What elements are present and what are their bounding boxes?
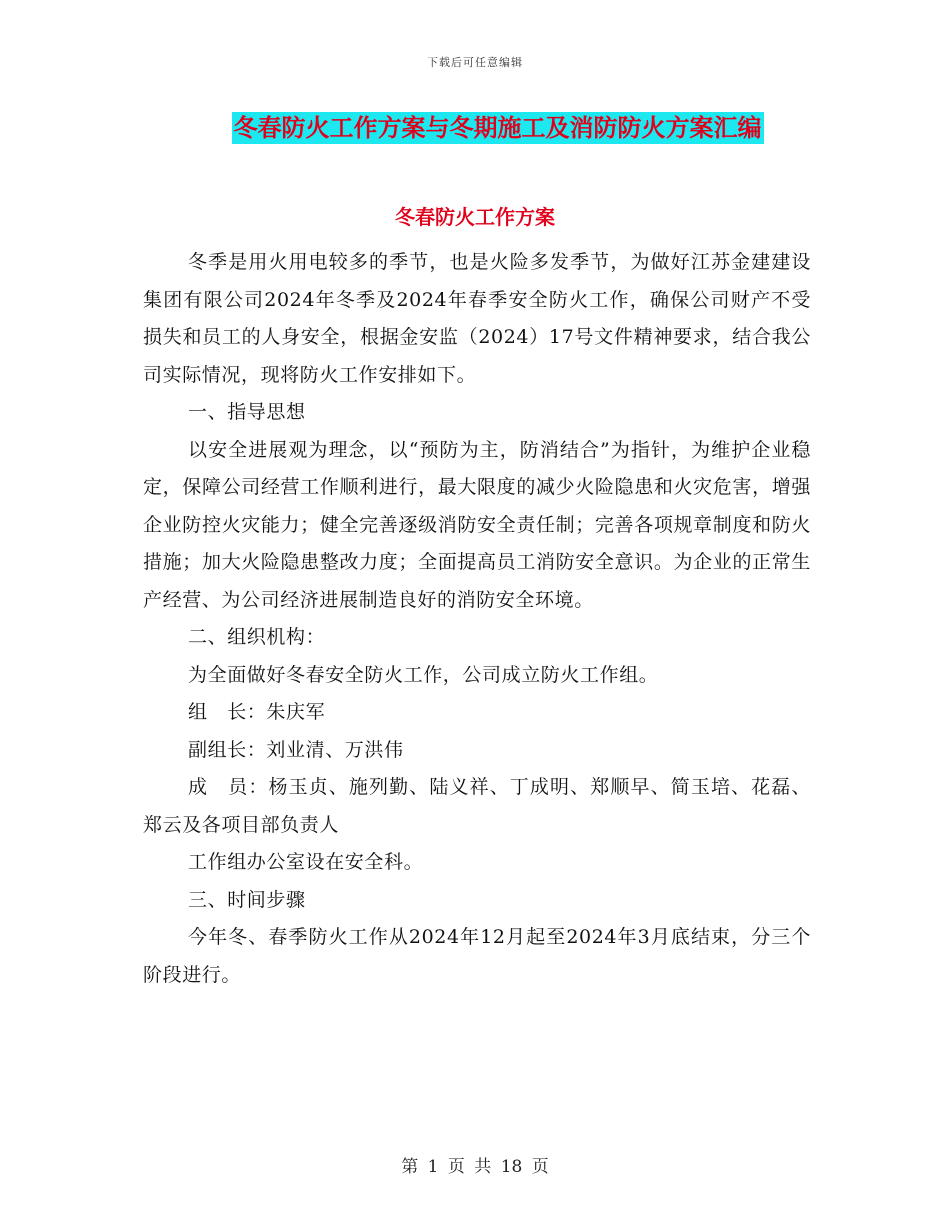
heading-organization: 二、组织机构： [188, 626, 326, 648]
paragraph-guiding-thought: 以安全进展观为理念，以“预防为主，防消结合”为指针，为维护企业稳定，保障公司经营工作顺利进行，最大限度的减少火险隐患和火灾危害，增强企业防控火灾能力；健全完善逐级消防安全责任制；完善各项规章制度和防火措施；加大火险隐患整改力度；全面提高员工消防安全意识。为企业的正常生产经营、为公司经济进展制造良好的消防安全环境。 [143, 438, 811, 611]
office-location: 工作组办公室设在安全科。 [188, 851, 424, 873]
page-footer: 第 1 页 共 18 页 [401, 1157, 549, 1177]
team-members: 成 员：杨玉贞、施列勤、陆义祥、丁成明、郑顺早、简玉培、花磊、郑云及各项目部负责人 [143, 776, 811, 836]
deputy-team-leaders: 副组长：刘业清、万洪伟 [188, 738, 404, 761]
team-leader: 组 长：朱庆军 [188, 701, 326, 723]
header-note: 下载后可任意编辑 [427, 56, 523, 69]
paragraph-intro: 冬季是用火用电较多的季节，也是火险多发季节，为做好江苏金建建设集团有限公司2024年冬季及2024年春季安全防火工作，确保公司财产不受损失和员工的人身安全，根据金安监（2024）17号文件精神要求，结合我公司实际情况，现将防火工作安排如下。 [143, 251, 811, 386]
heading-schedule: 三、时间步骤 [188, 888, 306, 911]
main-title: 冬春防火工作方案与冬期施工及消防防火方案汇编 [233, 114, 762, 142]
main-title-container [0, 112, 950, 144]
document-body [143, 244, 811, 994]
paragraph-schedule: 今年冬、春季防火工作从2024年12月起至2024年3月底结束，分三个阶段进行。 [143, 926, 811, 986]
heading-guiding-thought: 一、指导思想 [188, 401, 306, 423]
paragraph-organization: 为全面做好冬春安全防火工作，公司成立防火工作组。 [188, 663, 659, 686]
section-title: 冬春防火工作方案 [395, 205, 555, 229]
